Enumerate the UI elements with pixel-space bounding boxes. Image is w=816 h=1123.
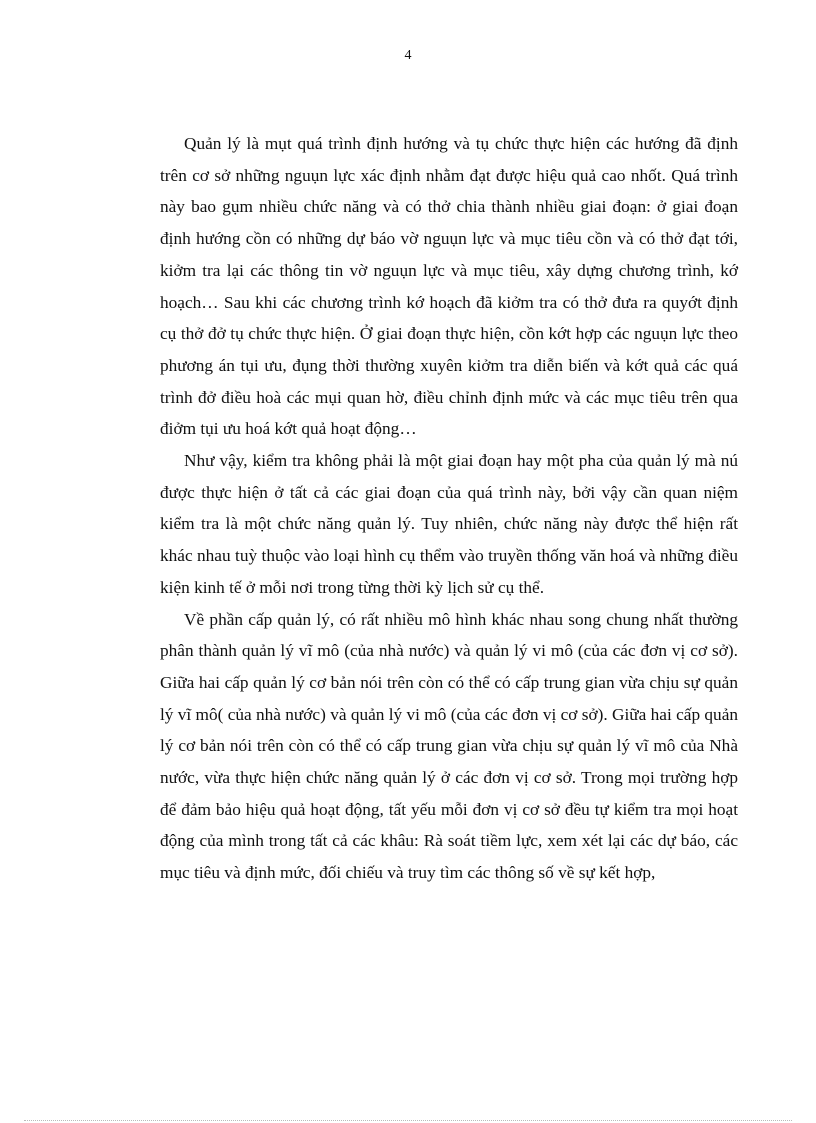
paragraph-management-levels: Về phần cấp quản lý, có rất nhiều mô hình khác nhau song chung nhất thường phân thành quản lý vĩ mô (của nhà nước) và quản lý vi mô (của các đơn vị cơ sở). Giữa hai cấp quản lý cơ bản nói trên còn có thể có cấp trung gian vừa chịu sự quản lý vĩ mô( của nhà nước) và quản lý vi mô (của các đơn vị cơ sở). Giữa hai cấp quản lý cơ bản nói trên còn có thể có cấp trung gian vừa chịu sự quản lý vĩ mô của Nhà nước, vừa thực hiện chức năng quản lý ở các đơn vị cơ sở. Trong mọi trường hợp để đảm bảo hiệu quả hoạt động, tất yếu mỗi đơn vị cơ sở đều tự kiểm tra mọi hoạt động của mình trong tất cả các khâu: Rà soát tiềm lực, xem xét lại các dự báo, các mục tiêu và định mức, đối chiếu và truy tìm các thông số về sự kết hợp, bbox=[160, 609, 738, 883]
page-bottom-dotted-line bbox=[24, 1120, 792, 1121]
body-text bbox=[160, 128, 738, 889]
paragraph-management-definition: Quản lý là mụt quá trình định hướng và tụ chức thực hiện các hướng đã định trên cơ sở những nguụn lực xác định nhằm đạt được hiệu quả cao nhốt. Quá trình này bao gụm nhiều chức năng và có thở chia thành nhiều giai đoạn: ở giai đoạn định hướng cồn có những dự báo vờ nguụn lực và mục tiêu cồn và có thở đạt tới, kiởm tra lại các thông tin vờ nguụn lực và mục tiêu, xây dựng chương trình, kớ hoạch… Sau khi các chương trình kớ hoạch đã kiởm tra có thở đưa ra quyớt định cụ thở đở tụ chức thực hiện. Ở giai đoạn thực hiện, cồn kớt hợp các nguụn lực theo phương án tụi ưu, đụng thời thường xuyên kiởm tra diễn biến và kớt quả các quá trình đở điều hoà các mụi quan hờ, điều chỉnh định mức và các mục tiêu trên qua điởm tụi ưu hoá kớt quả hoạt động… bbox=[160, 134, 738, 439]
page-number: 4 bbox=[404, 48, 412, 63]
paragraph-control-function: Như vậy, kiểm tra không phải là một giai đoạn hay một pha của quản lý mà nú được thực hiện ở tất cả các giai đoạn của quá trình này, bởi vậy cần quan niệm kiểm tra là một chức năng quản lý. Tuy nhiên, chức năng này được thể hiện rất khác nhau tuỳ thuộc vào loại hình cụ thểm vào truyền thống văn hoá và những điều kiện kinh tế ở mỗi nơi trong từng thời kỳ lịch sử cụ thể. bbox=[160, 451, 738, 597]
